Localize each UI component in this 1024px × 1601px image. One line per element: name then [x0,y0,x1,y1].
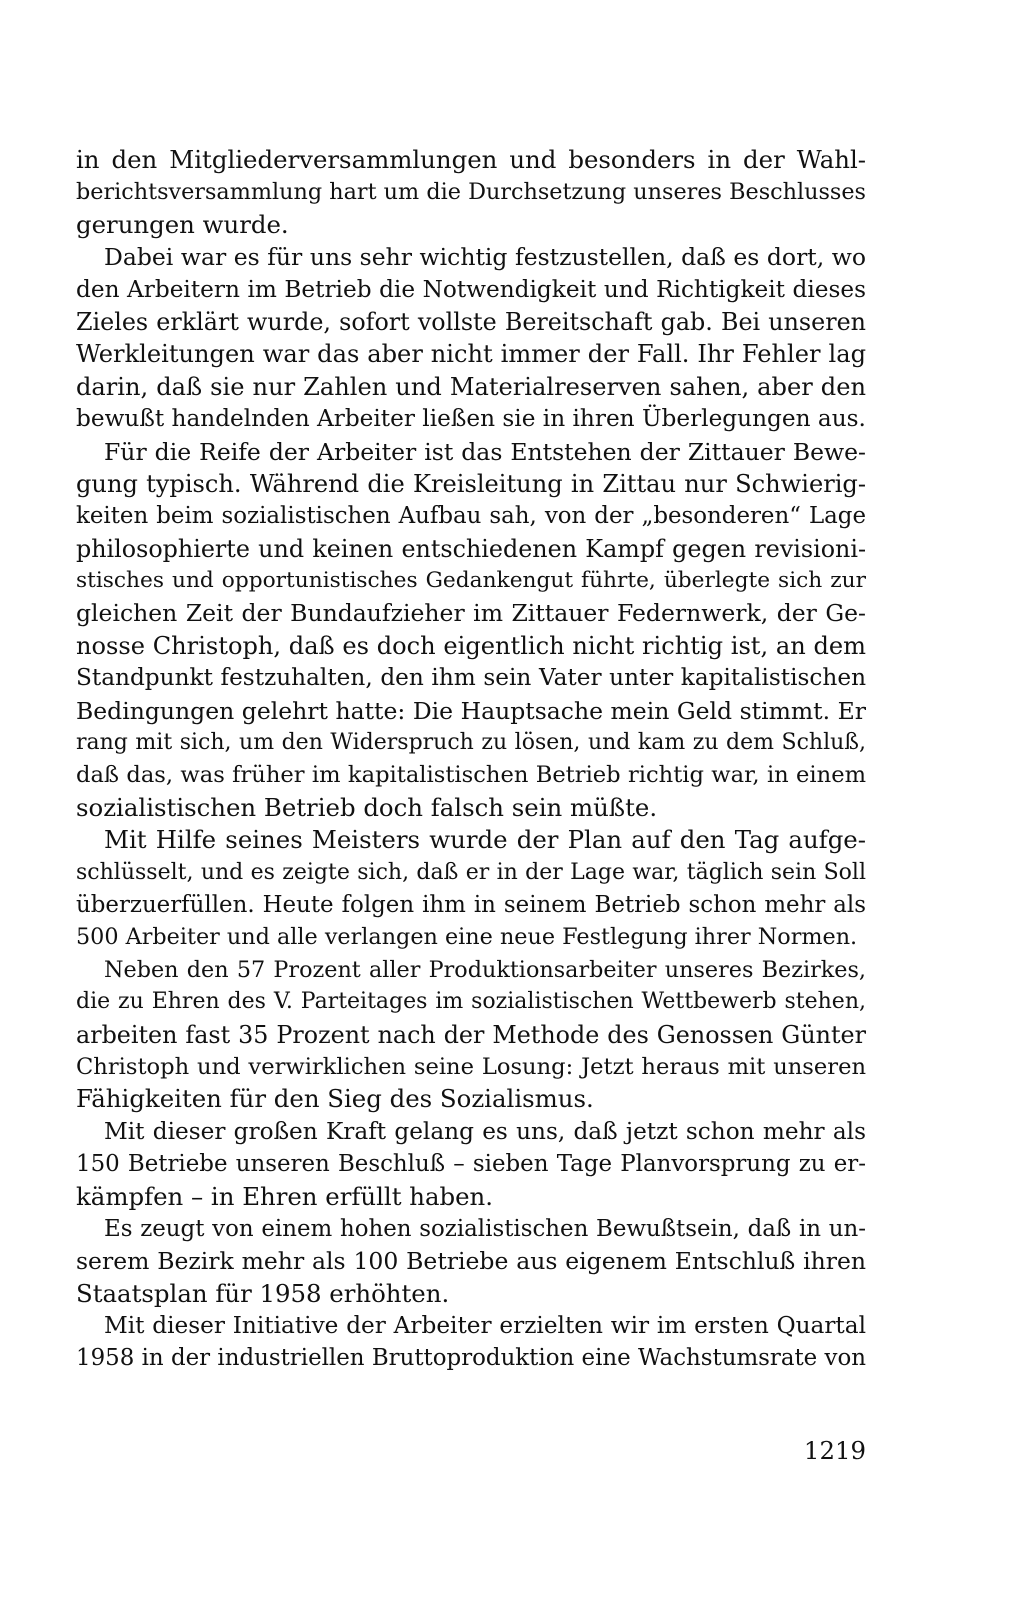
text-line: Standpunkt festzuhalten, den ihm sein Vater unter kapitalistischen [76,664,866,692]
paragraph [76,1116,866,1213]
text-line: die zu Ehren des V. Parteitages im sozialistischen Wettbewerb stehen, [76,989,866,1015]
text-line: stisches und opportunistisches Gedankengut führte, überlegte sich zur [76,568,866,594]
text-line: arbeiten fast 35 Prozent nach der Methode des Genossen Günter [76,1020,866,1049]
text-line: Werkleitungen war das aber nicht immer der Fall. Ihr Fehler lag [76,340,866,369]
text-line: gerungen wurde. [76,209,289,239]
text-line: 150 Betriebe unseren Beschluß – sieben Tage Planvorsprung zu er- [76,1151,866,1178]
paragraph [76,1213,866,1310]
paragraph [76,954,866,1116]
page-number: 1219 [803,1436,866,1465]
text-line: philosophierte und keinen entschiedenen Kampf gegen revisioni- [76,534,866,563]
text-line: Mit dieser Initiative der Arbeiter erzielten wir im ersten Quartal [104,1312,866,1340]
text-line: gleichen Zeit der Bundaufzieher im Zittauer Federnwerk, der Ge- [76,599,866,628]
text-line: daß das, was früher im kapitalistischen Betrieb richtig war, in einem [76,762,866,789]
text-line: überzuerfüllen. Heute folgen ihm in seinem Betrieb schon mehr als [76,891,866,918]
text-line: Zieles erklärt wurde, sofort vollste Bereitschaft gab. Bei unseren [76,307,866,336]
body-text [76,144,866,1375]
text-line: Für die Reife der Arbeiter ist das Entstehen der Zittauer Bewe- [104,437,866,466]
text-line: Staatsplan für 1958 erhöhten. [76,1278,450,1308]
paragraph [76,1310,866,1375]
text-line: gung typisch. Während die Kreisleitung in Zittau nur Schwierig- [76,469,866,498]
text-line: Mit dieser großen Kraft gelang es uns, daß jetzt schon mehr als [104,1117,866,1145]
text-line: Fähigkeiten für den Sieg des Sozialismus. [76,1084,594,1114]
text-line: darin, daß sie nur Zahlen und Materialreserven sahen, aber den [76,372,866,401]
text-line: schlüsselt, und es zeigte sich, daß er in der Lage war, täglich sein Soll [76,859,866,885]
text-line: rang mit sich, um den Widerspruch zu lösen, und kam zu dem Schluß, [76,730,866,756]
paragraph [76,144,866,241]
text-line: Neben den 57 Prozent aller Produktionsarbeiter unseres Bezirkes, [104,956,866,983]
text-line: sozialistischen Betrieb doch falsch sein müßte. [76,792,658,822]
text-line: Es zeugt von einem hohen sozialistischen Bewußtsein, daß in un- [104,1215,866,1242]
paragraph [76,824,866,954]
text-line: den Arbeitern im Betrieb die Notwendigkeit und Richtigkeit dieses [76,275,866,303]
text-line: 1958 in der industriellen Bruttoproduktion eine Wachstumsrate von [76,1345,866,1372]
text-line: bewußt handelnden Arbeiter ließen sie in ihren Überlegungen aus. [76,405,866,433]
text-line: serem Bezirk mehr als 100 Betriebe aus eigenem Entschluß ihren [76,1247,866,1276]
text-line: Christoph und verwirklichen seine Losung: Jetzt heraus mit unseren [76,1053,866,1080]
text-line: keiten beim sozialistischen Aufbau sah, von der „besonderen“ Lage [76,503,866,530]
text-line: in den Mitgliederversammlungen und besonders in der Wahl- [76,145,866,174]
text-line: kämpfen – in Ehren erfüllt haben. [76,1181,494,1211]
text-line: 500 Arbeiter und alle verlangen eine neue Festlegung ihrer Normen. [76,924,858,951]
paragraph [76,241,866,435]
text-line: nosse Christoph, daß es doch eigentlich nicht richtig ist, an dem [76,631,866,660]
text-line: Mit Hilfe seines Meisters wurde der Plan auf den Tag aufge- [104,825,866,855]
text-line: Bedingungen gelehrt hatte: Die Hauptsache mein Geld stimmt. Er [76,696,866,725]
text-line: berichtsversammlung hart um die Durchsetzung unseres Beschlusses [76,179,866,206]
text-line: Dabei war es für uns sehr wichtig festzustellen, daß es dort, wo [104,243,866,272]
paragraph [76,436,866,825]
